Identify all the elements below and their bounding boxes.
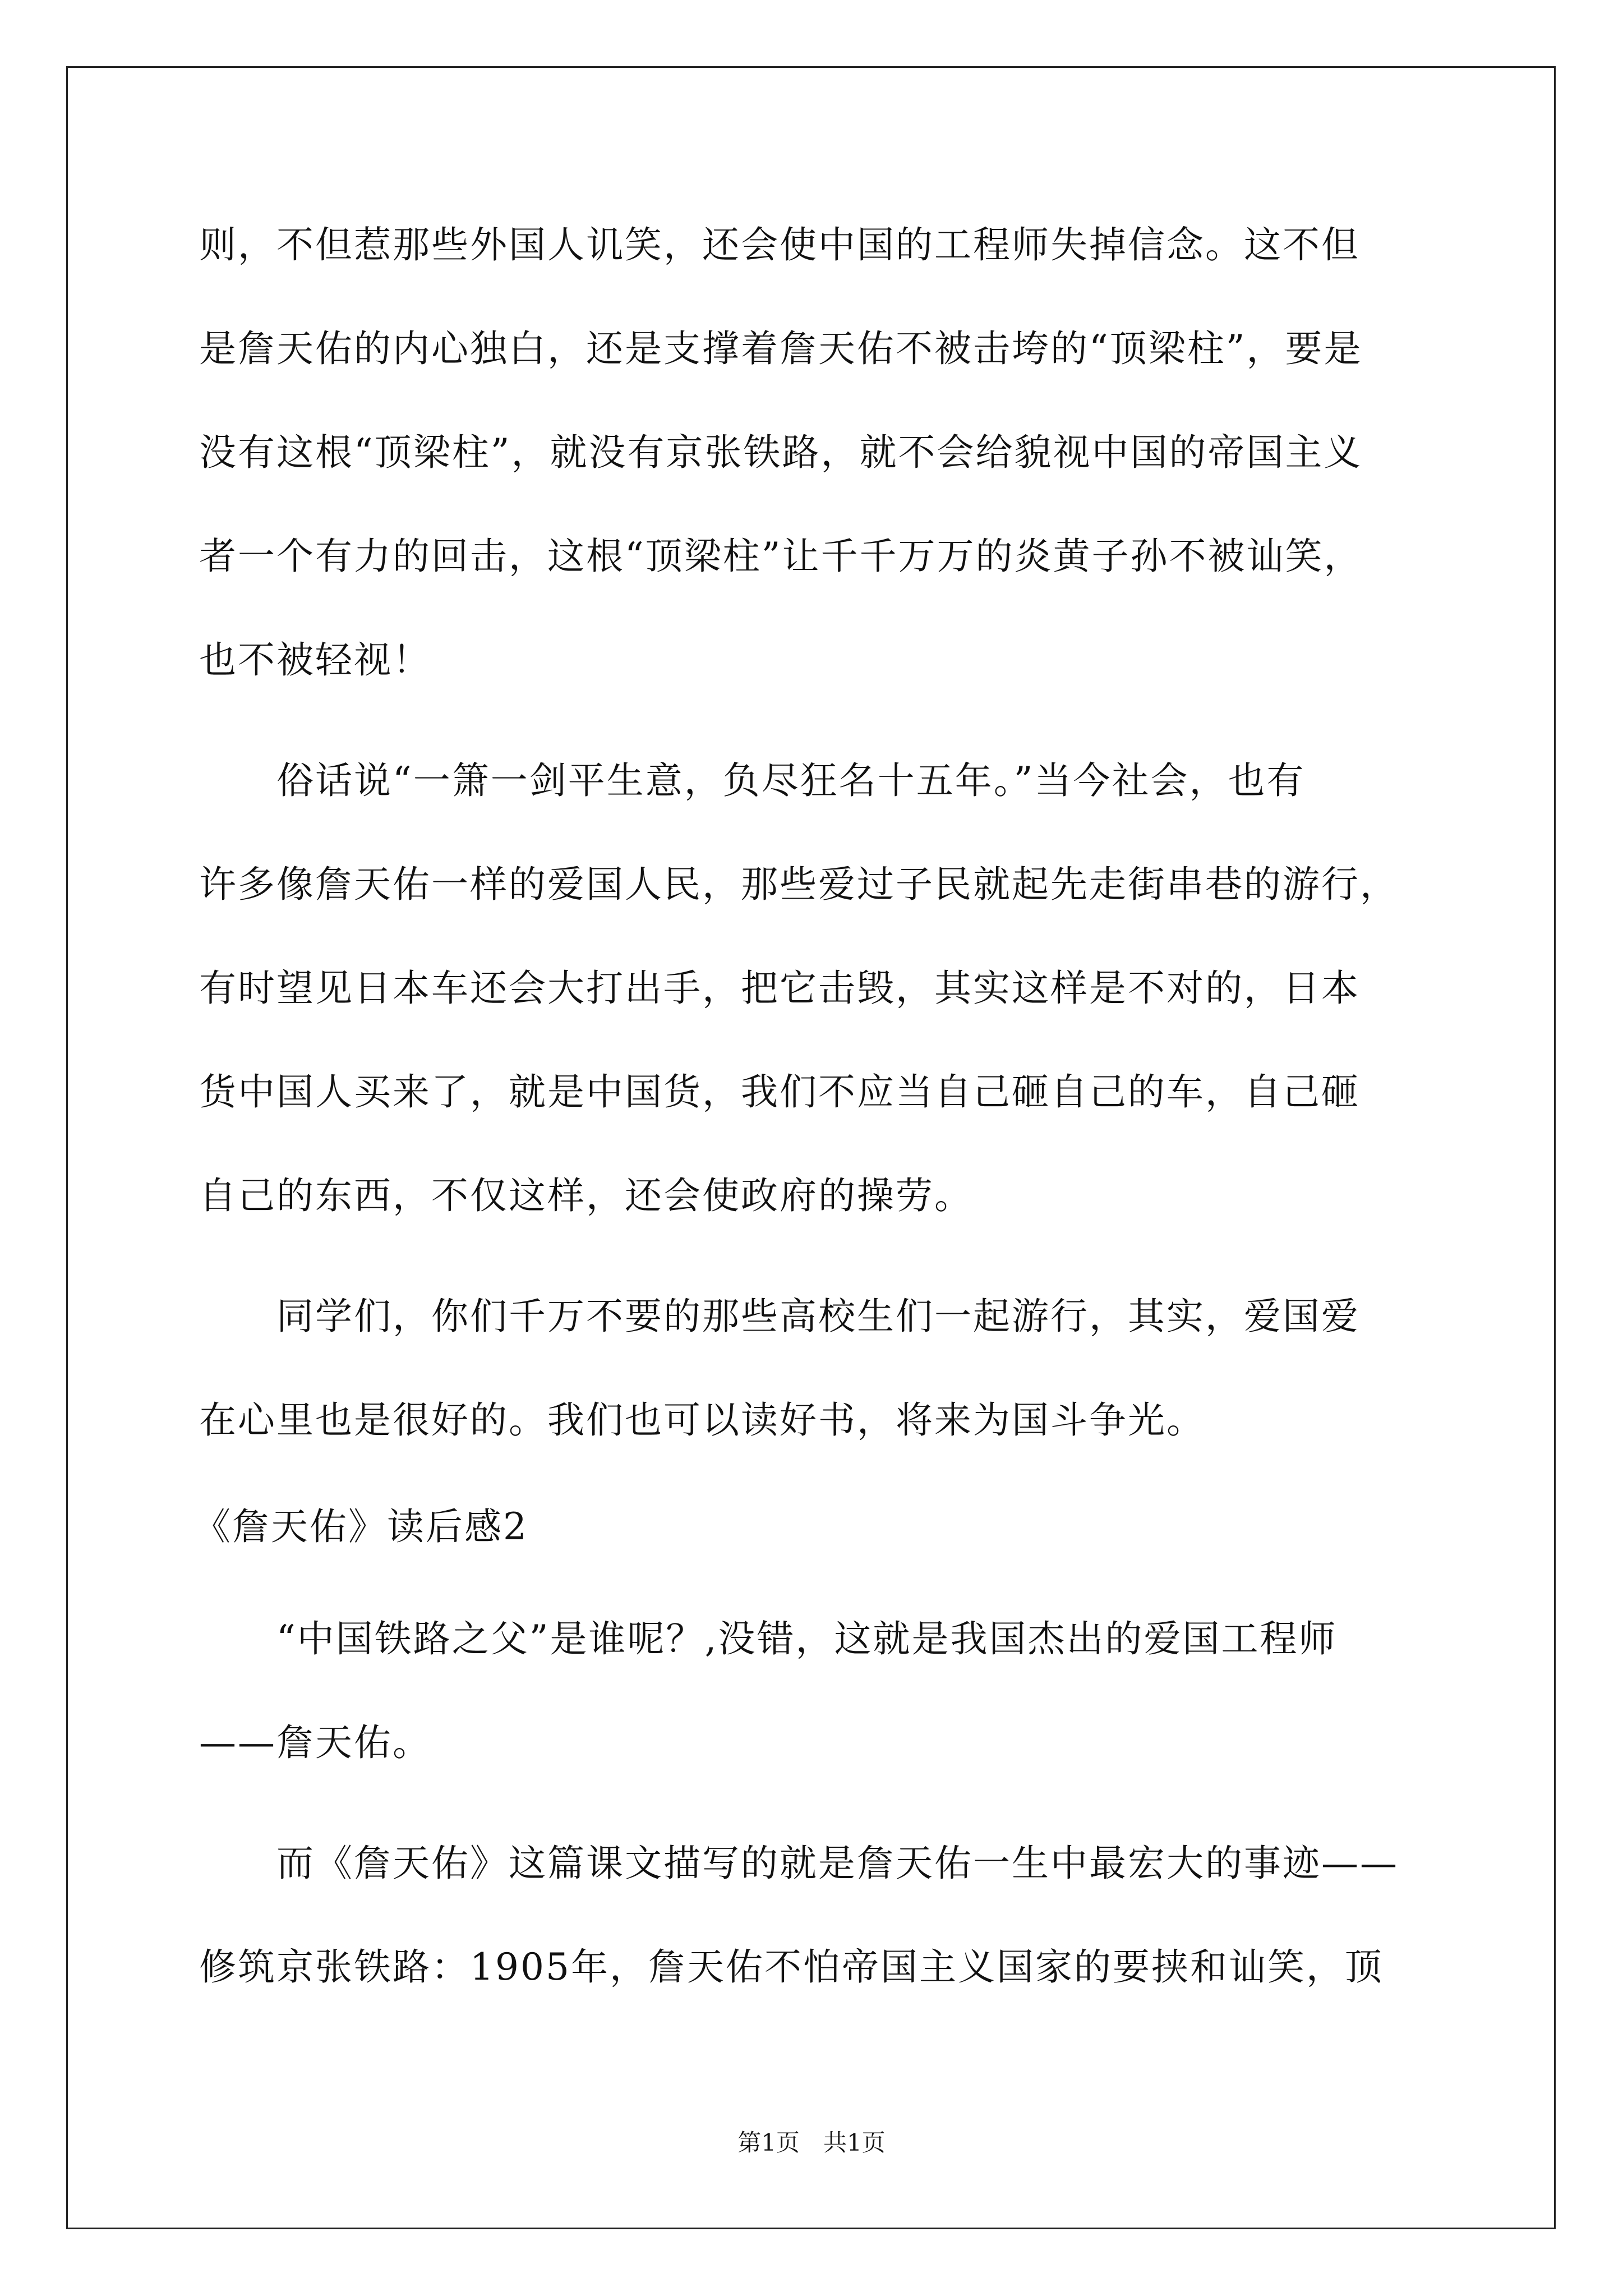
text-line: ——詹天佑。 [199,1721,431,1764]
text-line: 俗话说“一箫一剑平生意，负尽狂名十五年。”当今社会，也有 [199,759,1306,802]
text-line: 有时望见日本车还会大打出手，把它击毁，其实这样是不对的，日本 [199,967,1360,1010]
text-line: 修筑京张铁路：1905年，詹天佑不怕帝国主义国家的要挟和讪笑，顶 [199,1945,1384,1989]
text-line: 货中国人买来了，就是中国货，我们不应当自己砸自己的车，自己砸 [199,1070,1360,1114]
section-heading: 《詹天佑》读后感2 [193,1505,528,1548]
text-line: “中国铁路之父”是谁呢？,没错，这就是我国杰出的爱国工程师 [199,1617,1338,1660]
page-border [66,66,1556,2229]
text-line: 许多像詹天佑一样的爱国人民，那些爱过子民就起先走街串巷的游行， [199,863,1399,906]
text-line: 是詹天佑的内心独白，还是支撑着詹天佑不被击垮的“顶梁柱”，要是 [199,327,1363,370]
text-line: 而《詹天佑》这篇课文描写的就是詹天佑一生中最宏大的事迹—— [199,1842,1399,1885]
text-line: 也不被轻视！ [199,638,431,682]
text-line: 则，不但惹那些外国人讥笑，还会使中国的工程师失掉信念。这不但 [199,223,1360,266]
text-line: 同学们，你们千万不要的那些高校生们一起游行，其实，爱国爱 [199,1295,1360,1338]
text-line: 自己的东西，不仅这样，还会使政府的操劳。 [199,1174,973,1217]
page-footer: 第1页 共1页 [737,2129,886,2156]
text-line: 者一个有力的回击，这根“顶梁柱”让千千万万的炎黄子孙不被讪笑， [199,535,1363,578]
text-line: 没有这根“顶梁柱”，就没有京张铁路，就不会给貌视中国的帝国主义 [199,431,1363,474]
text-line: 在心里也是很好的。我们也可以读好书，将来为国斗争光。 [199,1398,1205,1442]
